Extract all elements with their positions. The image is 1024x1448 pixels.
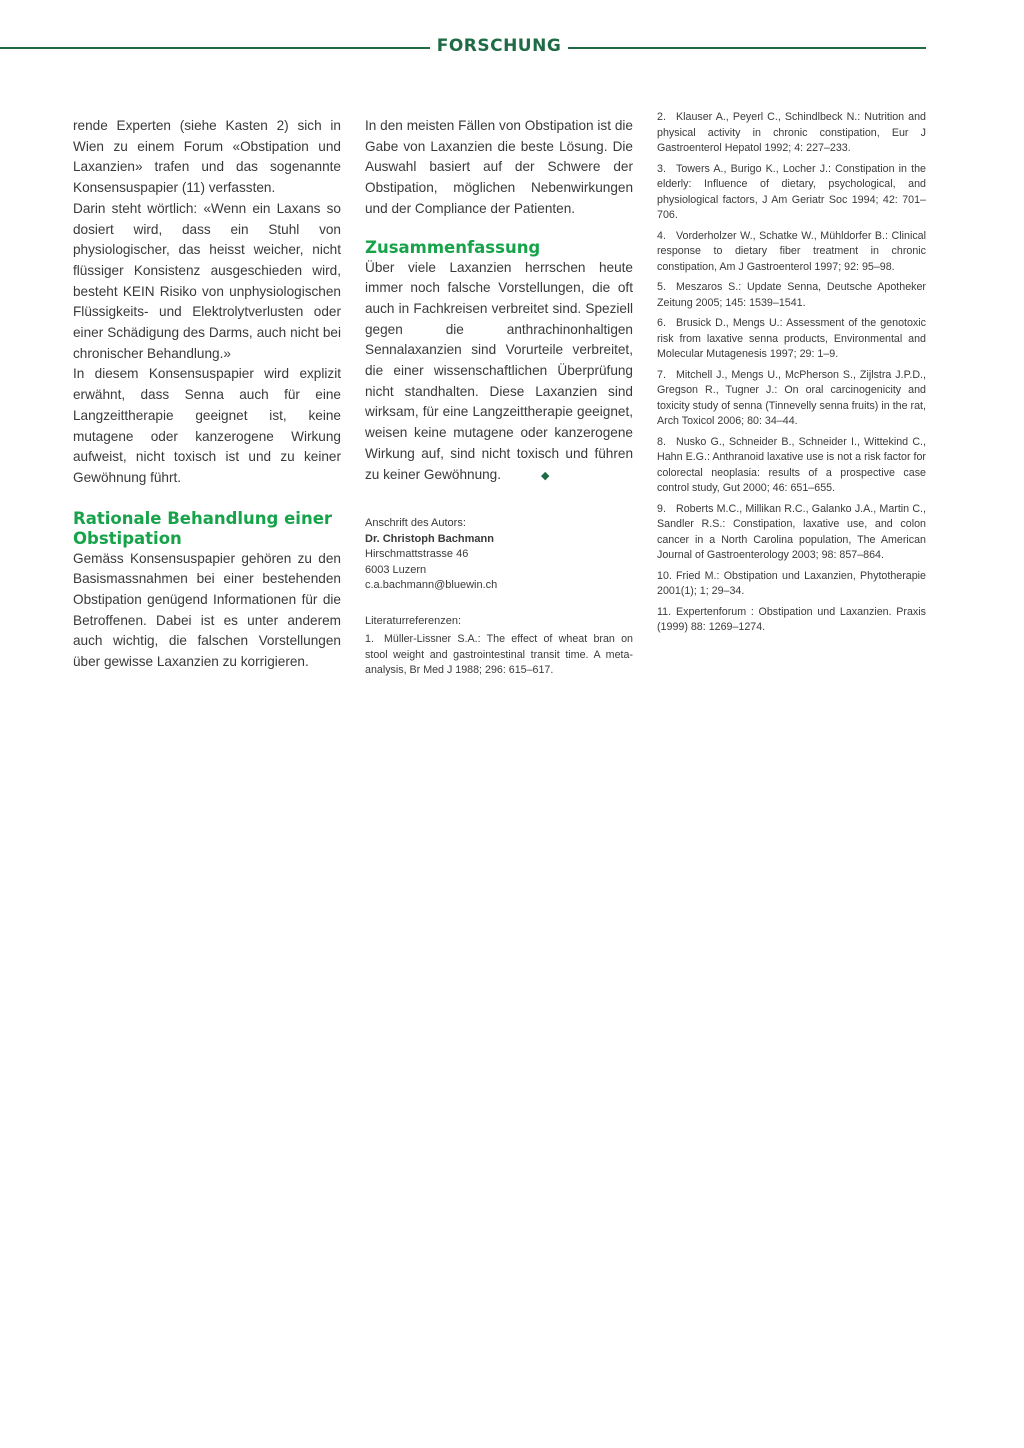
reference-number: 6. <box>657 317 666 329</box>
reference-text: Mitchell J., Mengs U., McPherson S., Zijlstra J.P.D., Gregson R., Tugner J.: On oral carcinogenicity and toxicity study of senna (Tinnevelly senna fruits) in the rat, Arch Toxicol 2006; 80: 34–44. <box>657 368 926 427</box>
column-1 <box>73 116 341 673</box>
reference-number: 11. <box>657 605 672 618</box>
reference-item <box>657 502 926 564</box>
author-name: Dr. Christoph Bachmann <box>365 532 494 545</box>
header-rule-left <box>0 47 430 49</box>
reference-number: 10. <box>657 569 672 582</box>
reference-item <box>657 162 926 224</box>
summary-text: Über viele Laxanzien herrschen heute immer noch falsche Vorstellungen, die oft auch in Fachkreisen verbreitet sind. Speziell gegen die anthrachinonhaltigen Sennalaxanzien sind Vorurteile verbreitet, die einer wissenschaftlichen Überprüfung nicht standhalten. Diese Laxanzien sind wirksam, für eine Langzeittherapie geeignet, weisen keine mutagene oder kanzerogene Wirkung auf, sind nicht toxisch und führen zu keiner Gewöhnung. <box>365 259 633 482</box>
address-city: 6003 Luzern <box>365 563 427 576</box>
reference-text: Klauser A., Peyerl C., Schindlbeck N.: Nutrition and physical activity in chronic constipation, Eur J Gastroenterol Hepatol 1992; 4: 227–233. <box>657 111 926 154</box>
diamond-icon: ◆ <box>541 469 550 482</box>
reference-text: Brusick D., Mengs U.: Assessment of the genotoxic risk from laxative senna products, Environmental and Molecular Mutagenesis 1997; 29: 1–9. <box>657 317 926 360</box>
paragraph: Gemäss Konsensuspapier gehören zu den Basismassnahmen bei einer bestehenden Obstipation genügend Informationen für die Betroffenen. Dabei ist es unter anderem auch wichtig, die falschen Vorstellungen über gewisse Laxanzien zu korrigieren. <box>73 550 341 670</box>
reference-text: Fried M.: Obstipation und Laxanzien, Phytotherapie 2001(1); 1; 29–34. <box>657 569 926 597</box>
reference-number: 1. <box>365 633 374 646</box>
reference-item <box>657 569 926 600</box>
reference-number: 3. <box>657 162 666 175</box>
reference-text: Roberts M.C., Millikan R.C., Galanko J.A., Martin C., Sandler R.S.: Constipation, laxative use, and colon cancer in a North Carolina population, The American Journal of Gastroenterology 2003; 98: 857–864. <box>657 502 926 561</box>
references-title: Literaturreferenzen: <box>365 614 461 627</box>
reference-number: 8. <box>657 435 666 448</box>
reference-text: Meszaros S.: Update Senna, Deutsche Apotheker Zeitung 2005; 145: 1539–1541. <box>657 281 926 309</box>
summary-paragraph <box>365 258 633 487</box>
paragraph: In den meisten Fällen von Obstipation ist die Gabe von Laxanzien die beste Lösung. Die Auswahl basiert auf der Schwere der Obstipation, möglichen Nebenwirkungen und der Compliance der Patienten. <box>365 118 633 216</box>
column-2 <box>365 116 633 684</box>
section-heading: Zusammenfassung <box>365 237 541 257</box>
reference-number: 2. <box>657 111 666 123</box>
reference-number: 5. <box>657 281 666 293</box>
address-label: Anschrift des Autors: <box>365 517 466 530</box>
header-rule-right <box>568 47 926 49</box>
author-email: c.a.bachmann@bluewin.ch <box>365 579 498 592</box>
reference-item <box>365 632 633 679</box>
section-title: FORSCHUNG <box>436 36 562 56</box>
reference-text: Expertenforum : Obstipation und Laxanzien. Praxis (1999) 88: 1269–1274. <box>657 605 926 633</box>
reference-item <box>657 110 926 157</box>
reference-number: 4. <box>657 229 666 242</box>
reference-item <box>657 368 926 430</box>
reference-number: 9. <box>657 502 666 515</box>
author-address <box>365 516 633 594</box>
reference-item <box>657 316 926 363</box>
reference-text: Nusko G., Schneider B., Schneider I., Wittekind C., Hahn E.G.: Anthranoid laxative use is not a risk factor for colorectal neoplasia: results of a prospective case control study, Gut 2000; 46: 651–655. <box>657 435 926 494</box>
paragraph: Darin steht wörtlich: «Wenn ein Laxans so dosiert wird, dass ein Stuhl von physiologischer, das heisst weicher, nicht flüssiger Konsistenz ausgeschieden wird, besteht KEIN Risiko von unphysiologischen Flüssigkeits- und Elektrolytverlusten oder einer Schädigung des Darms, auch nicht bei chronischer Behandlung.» <box>73 200 341 361</box>
reference-item <box>657 229 926 276</box>
reference-text: Towers A., Burigo K., Locher J.: Constipation in the elderly: Influence of dietary, psychological, and physiological factors, J Am Geriatr Soc 1994; 42: 701–706. <box>657 162 926 221</box>
reference-text: Vorderholzer W., Schatke W., Mühldorfer B.: Clinical response to dietary fiber treatment in chronic constipation, Am J Gastroenterol 1997; 92: 95–98. <box>657 229 926 273</box>
column-3-references <box>657 110 926 641</box>
address-street: Hirschmattstrasse 46 <box>365 548 469 561</box>
reference-item <box>657 280 926 311</box>
section-heading: Rationale Behandlung einer Obstipation <box>73 508 333 548</box>
reference-item <box>657 605 926 636</box>
reference-item <box>657 435 926 497</box>
paragraph: rende Experten (siehe Kasten 2) sich in Wien zu einem Forum «Obstipation und Laxanzien» trafen und das sogenannte Konsensuspapier (11) verfassten. <box>73 118 341 196</box>
reference-text: Müller-Lissner S.A.: The effect of wheat bran on stool weight and gastrointestinal transit time. A meta-analysis, Br Med J 1988; 296: 615–617. <box>365 633 633 677</box>
reference-number: 7. <box>657 368 666 381</box>
paragraph: In diesem Konsensuspapier wird explizit erwähnt, dass Senna auch für eine Langzeittherapie geeignet ist, keine mutagene oder kanzerogene Wirkung aufweist, nicht toxisch ist und zu keiner Gewöhnung führt. <box>73 366 341 485</box>
